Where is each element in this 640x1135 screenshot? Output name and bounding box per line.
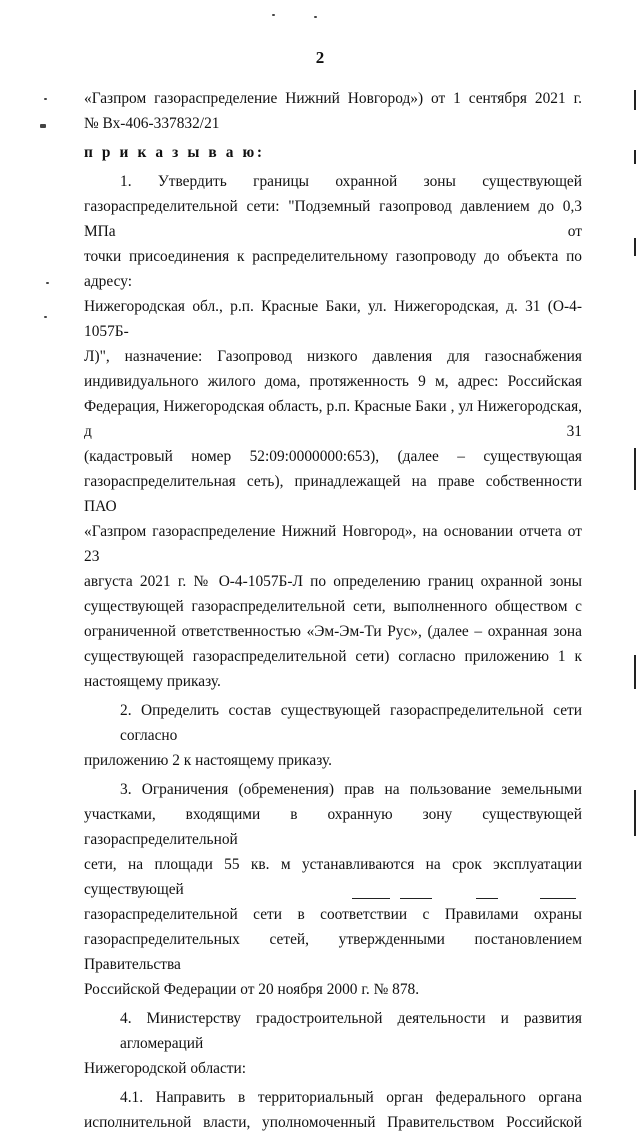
text-line: (кадастровый номер 52:09:0000000:653), (далее – существующая: [84, 448, 582, 465]
text-line: настоящему приказу.: [84, 673, 221, 690]
text-line: исполнительной власти, уполномоченный Правительством Российской: [84, 1114, 582, 1131]
text-line: точки присоединения к распределительному газопроводу до объекта по адресу:: [84, 248, 582, 290]
scan-bottom-dash: [540, 898, 576, 899]
text-line: газораспределительных сетей, утвержденными постановлением Правительства: [84, 931, 582, 973]
scan-edge-mark: [634, 238, 636, 256]
text-line: 1. Утвердить границы охранной зоны существующей: [120, 173, 582, 190]
text-line: Л)", назначение: Газопровод низкого давления для газоснабжения: [84, 348, 582, 365]
scan-bottom-dash: [352, 898, 390, 899]
text-line: Федерация, Нижегородская область, р.п. Красные Баки , ул Нижегородская, д 31: [84, 398, 582, 440]
text-line: «Газпром газораспределение Нижний Новгород») от 1 сентября 2021 г.: [84, 90, 582, 107]
scan-speck: [44, 98, 47, 100]
text-line: 4.1. Направить в территориальный орган федерального органа: [120, 1089, 582, 1106]
scan-speck: [314, 16, 317, 18]
text-line: Нижегородской области:: [84, 1060, 247, 1077]
scan-bottom-dash: [400, 898, 432, 899]
text-line: «Газпром газораспределение Нижний Новгород», на основании отчета от 23: [84, 523, 582, 565]
scan-edge-mark: [634, 790, 636, 836]
text-line: газораспределительной сети в соответствии с Правилами охраны: [84, 906, 582, 923]
text-line: 4. Министерству градостроительной деятельности и развития агломераций: [120, 1010, 582, 1052]
text-line: газораспределительная сеть), принадлежащей на праве собственности ПАО: [84, 473, 582, 515]
scan-speck: [44, 316, 47, 318]
text-line: августа 2021 г. № О-4-1057Б-Л по определению границ охранной зоны: [84, 573, 582, 590]
text-line: существующей газораспределительной сети) согласно приложению 1 к: [84, 648, 582, 665]
text-line: приложению 2 к настоящему приказу.: [84, 752, 332, 769]
document-body: [84, 86, 582, 1135]
scan-edge-mark: [634, 150, 636, 164]
text-line: 2. Определить состав существующей газораспределительной сети согласно: [120, 702, 582, 744]
text-line: сети, на площади 55 кв. м устанавливаются на срок эксплуатации существующей: [84, 856, 582, 898]
text-line: 3. Ограничения (обременения) прав на пользование земельными: [120, 781, 582, 798]
text-line: участками, входящими в охранную зону существующей газораспределительной: [84, 806, 582, 848]
scan-speck: [46, 282, 49, 284]
text-line: Российской Федерации от 20 ноября 2000 г. № 878.: [84, 981, 420, 998]
text-line: существующей газораспределительной сети, выполненного обществом с: [84, 598, 582, 615]
scan-edge-mark: [634, 655, 636, 689]
text-line: газораспределительной сети: "Подземный газопровод давлением до 0,3 МПа от: [84, 198, 582, 240]
scan-bottom-dash: [476, 898, 498, 899]
text-line: Нижегородская обл., р.п. Красные Баки, ул. Нижегородская, д. 31 (О-4-1057Б-: [84, 298, 582, 340]
text-line: индивидуального жилого дома, протяженность 9 м, адрес: Российская: [84, 373, 582, 390]
scan-speck: [40, 124, 46, 128]
page-number: 2: [315, 48, 325, 67]
text-line: № Вх-406-337832/21: [84, 115, 220, 132]
scan-speck: [272, 14, 275, 16]
text-line: ограниченной ответственностью «Эм-Эм-Ти Рус», (далее – охранная зона: [84, 623, 582, 640]
text-line: п р и к а з ы в а ю:: [84, 144, 265, 161]
scan-edge-mark: [634, 90, 636, 110]
scan-edge-mark: [634, 448, 636, 490]
